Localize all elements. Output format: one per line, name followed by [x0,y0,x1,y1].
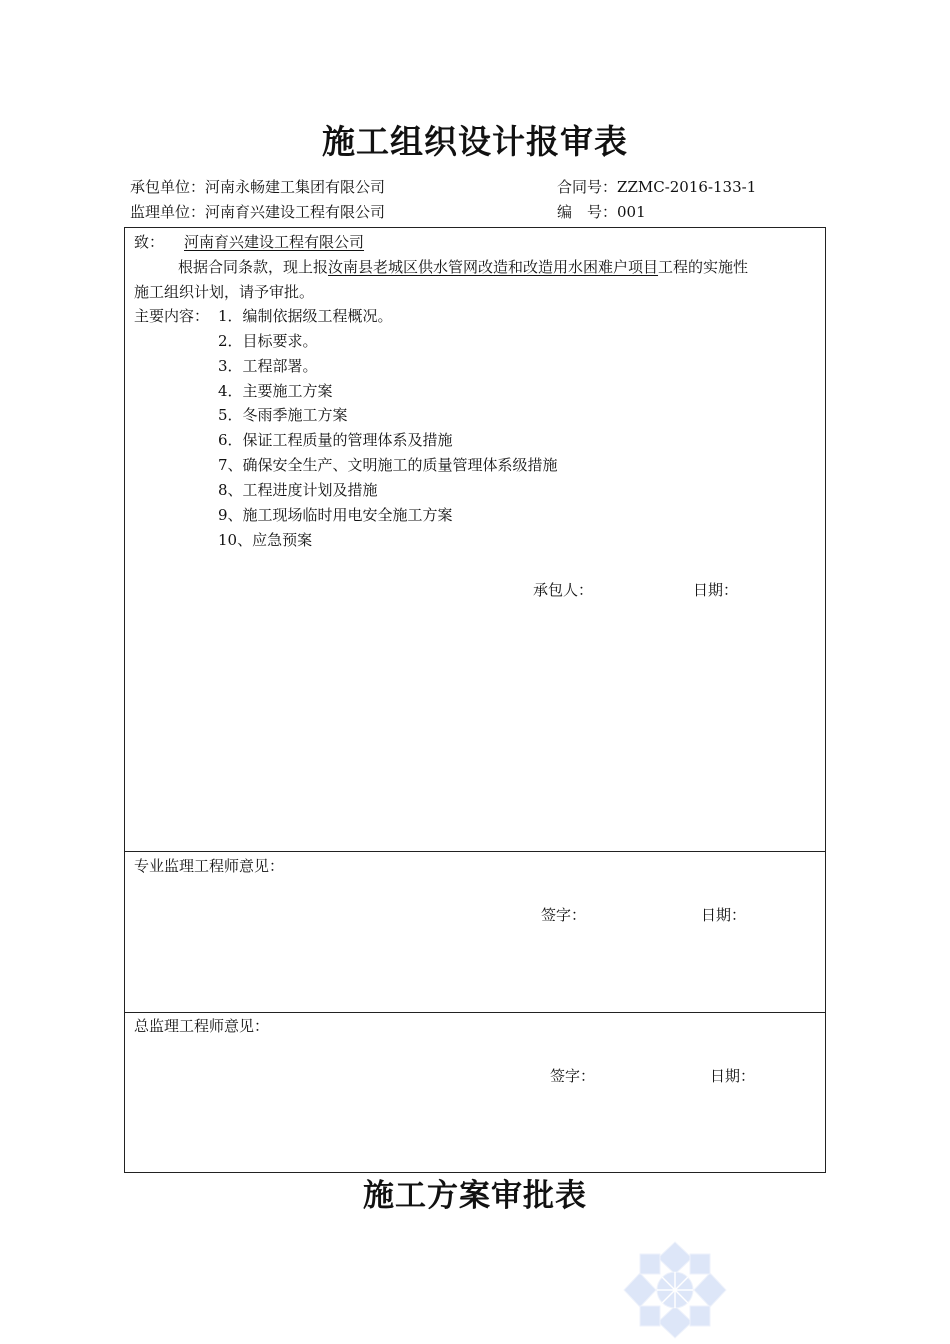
engineer-date-label: 日期： [701,906,747,924]
chief-opinion-label: 总监理工程师意见： [134,1017,270,1035]
chief-sign-label: 签字： [550,1067,596,1085]
content-item: 2．目标要求。 [218,332,318,350]
contractor-label: 承包单位： [130,178,206,196]
content-item: 3．工程部署。 [218,357,318,375]
request-paragraph-line2: 施工组织计划，请予审批。 [134,283,315,301]
content-item: 8、工程进度计划及措施 [218,481,378,499]
contract-no-value: ZZMC-2016-133-1 [617,178,757,196]
contractor-sign-label: 承包人： [533,581,594,599]
content-item: 9、施工现场临时用电安全施工方案 [218,506,453,524]
contract-no-row [557,176,756,197]
to-label: 致： [134,233,165,251]
content-item: 5．冬雨季施工方案 [218,406,348,424]
content-item: 1．编制依据级工程概况。 [218,307,393,325]
second-page-title: 施工方案审批表 [363,1178,587,1214]
contents-label: 主要内容： [134,307,210,325]
serial-label: 编 号： [557,203,618,221]
supervisor-label: 监理单位： [130,203,206,221]
watermark-logo-icon [620,1240,730,1340]
contractor-row [130,176,385,197]
content-item: 10、应急预案 [218,531,313,549]
contract-no-label: 合同号： [557,178,618,196]
engineer-sign-label: 签字： [541,906,587,924]
chief-date-label: 日期： [710,1067,756,1085]
supervisor-row [130,201,385,222]
serial-row [557,201,646,222]
content-item: 7、确保安全生产、文明施工的质量管理体系级措施 [218,456,558,474]
contractor-date-label: 日期： [693,581,739,599]
content-item: 4．主要施工方案 [218,382,333,400]
contractor-value: 河南永畅建工集团有限公司 [205,178,386,196]
paragraph-prefix: 根据合同条款，现上报 [178,258,329,276]
project-name: 汝南县老城区供水管网改造和改造用水困难户项目 [328,258,659,276]
to-row [134,232,364,252]
content-item: 6．保证工程质量的管理体系及措施 [218,431,453,449]
to-recipient: 河南育兴建设工程有限公司 [184,233,365,251]
request-paragraph [178,257,748,277]
supervisor-value: 河南育兴建设工程有限公司 [205,203,386,221]
serial-value: 001 [617,203,646,221]
paragraph-suffix: 工程的实施性 [658,258,749,276]
section-divider [124,851,826,852]
section-divider [124,1012,826,1013]
page-title: 施工组织设计报审表 [322,122,628,161]
engineer-opinion-label: 专业监理工程师意见： [134,857,285,875]
